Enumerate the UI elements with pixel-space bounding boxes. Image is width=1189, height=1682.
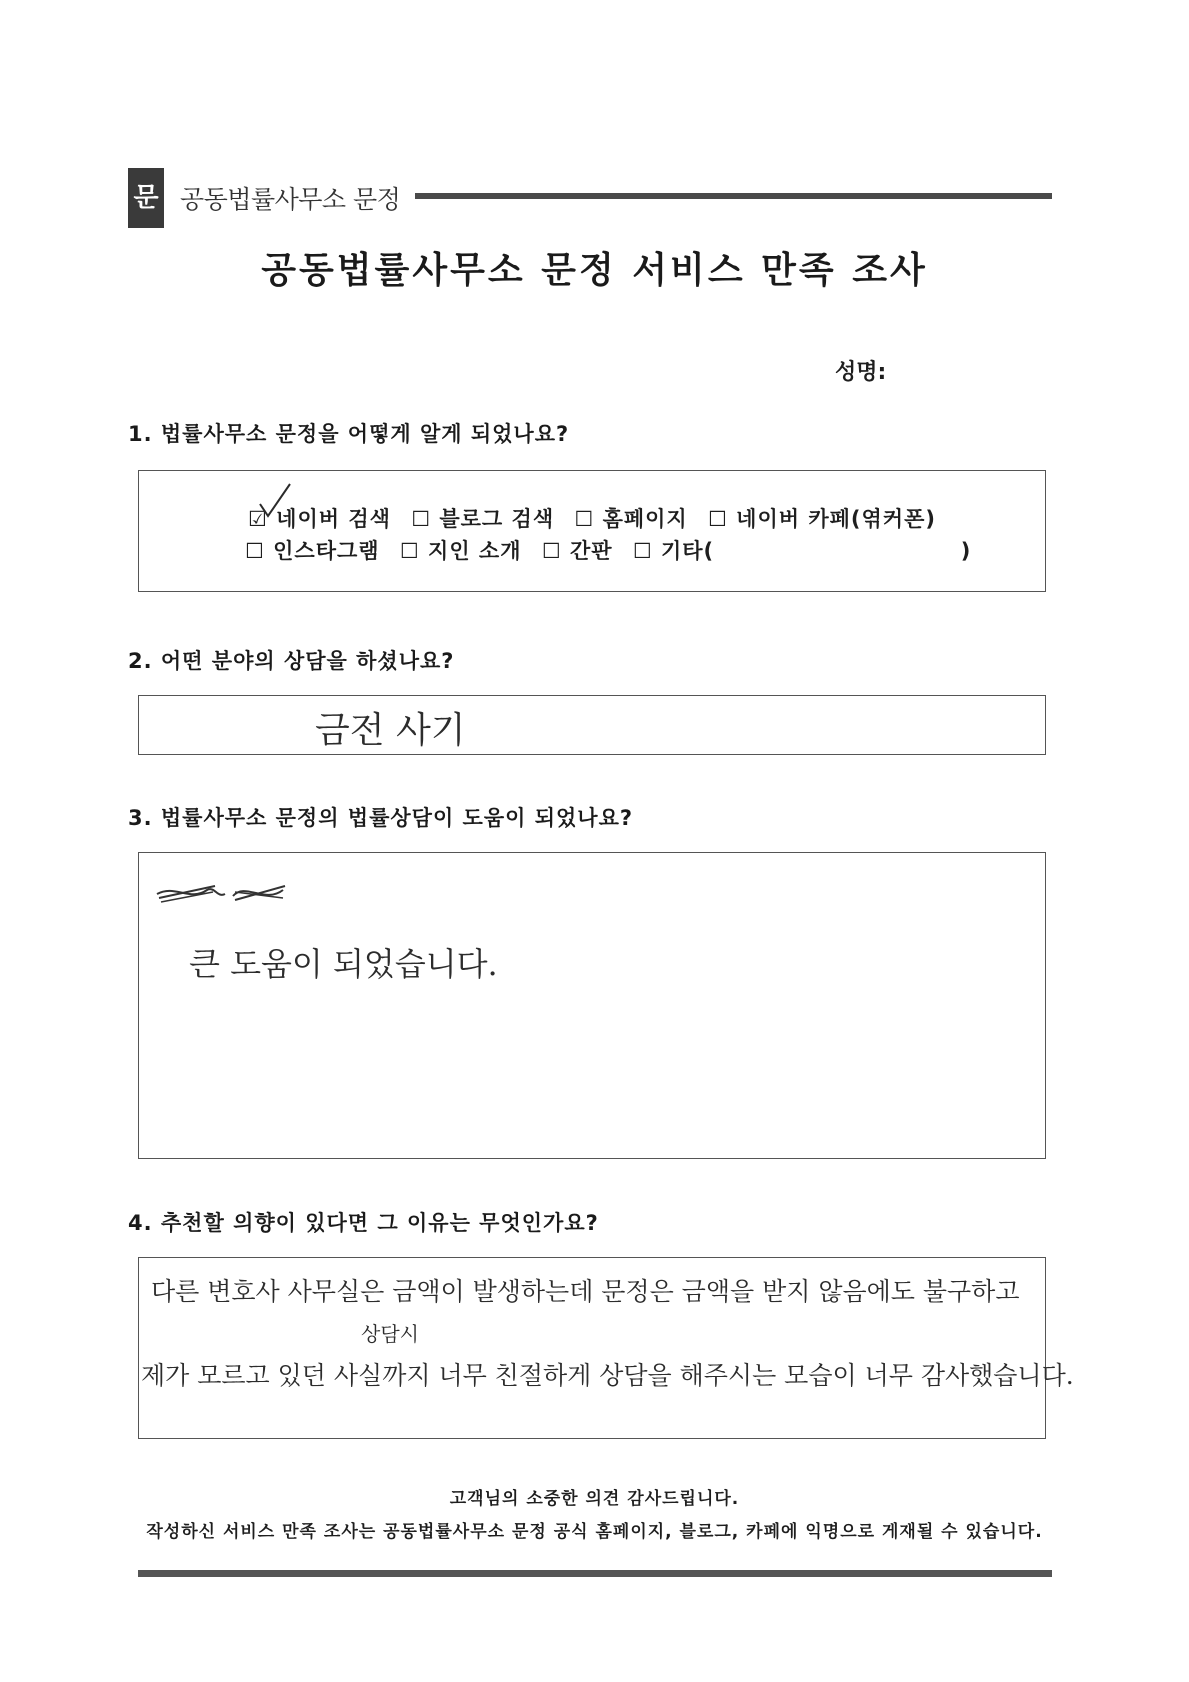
option-label: 네이버 카페(엮커폰) <box>736 507 936 531</box>
thanks-message: 고객님의 소중한 의견 감사드립니다. <box>449 1489 740 1509</box>
question-3: 3. 법률사무소 문정의 법률상담이 도움이 되었나요? <box>128 806 634 830</box>
footer-divider <box>138 1570 1052 1577</box>
option-label: 인스타그램 <box>273 539 380 563</box>
checkbox-checked[interactable]: ☑ <box>248 507 268 531</box>
option-label: 기타( <box>660 539 715 563</box>
checkbox[interactable]: ☐ <box>541 539 562 563</box>
header-divider <box>415 193 1052 199</box>
options-row-2 <box>139 535 1045 565</box>
option-label: 홈페이지 <box>602 507 688 531</box>
checkbox[interactable]: ☐ <box>399 539 420 563</box>
handwritten-answer-4-line-2: 제가 모르고 있던 사실까지 너무 친절하게 상담을 해주시는 모습이 너무 감사했습니다. <box>141 1361 1074 1390</box>
checkbox[interactable]: ☐ <box>632 539 653 563</box>
checkbox[interactable]: ☐ <box>574 507 595 531</box>
brand-name: 공동법률사무소 문정 <box>180 185 401 214</box>
handwritten-check-icon <box>258 482 292 520</box>
answer-box-2 <box>138 695 1046 755</box>
option-label: 네이버 검색 <box>276 507 391 531</box>
crossed-out-scribble-icon <box>155 876 290 910</box>
logo-mark: 문정 <box>133 183 159 273</box>
handwritten-answer-4-line-1: 다른 변호사 사무실은 금액이 발생하는데 문정은 금액을 받지 않음에도 불구하고 <box>151 1277 1020 1306</box>
checkbox[interactable]: ☐ <box>708 507 728 531</box>
option-label: 블로그 검색 <box>439 507 555 531</box>
other-close-paren: ) <box>960 539 972 563</box>
handwritten-answer-2: 금전 사기 <box>315 710 466 751</box>
publication-notice: 작성하신 서비스 만족 조사는 공동법률사무소 문정 공식 홈페이지, 블로그, 카페에 익명으로 게재될 수 있습니다. <box>146 1522 1043 1542</box>
question-2: 2. 어떤 분야의 상담을 하셨나요? <box>128 649 455 673</box>
firm-logo <box>128 168 164 273</box>
option-label: 간판 <box>569 539 613 563</box>
handwritten-answer-3: 큰 도움이 되었습니다. <box>189 945 498 983</box>
question-1: 1. 법률사무소 문정을 어떻게 알게 되었나요? <box>128 422 570 446</box>
survey-title: 공동법률사무소 문정 서비스 만족 조사 <box>261 250 928 291</box>
name-label: 성명: <box>835 360 887 385</box>
checkbox[interactable]: ☐ <box>245 539 265 563</box>
question-4: 4. 추천할 의향이 있다면 그 이유는 무엇인가요? <box>128 1211 599 1235</box>
checkbox[interactable]: ☐ <box>411 507 432 531</box>
answer-box-4 <box>138 1257 1074 1439</box>
option-label: 지인 소개 <box>428 539 522 563</box>
handwritten-insertion: 상담시 <box>361 1322 419 1346</box>
